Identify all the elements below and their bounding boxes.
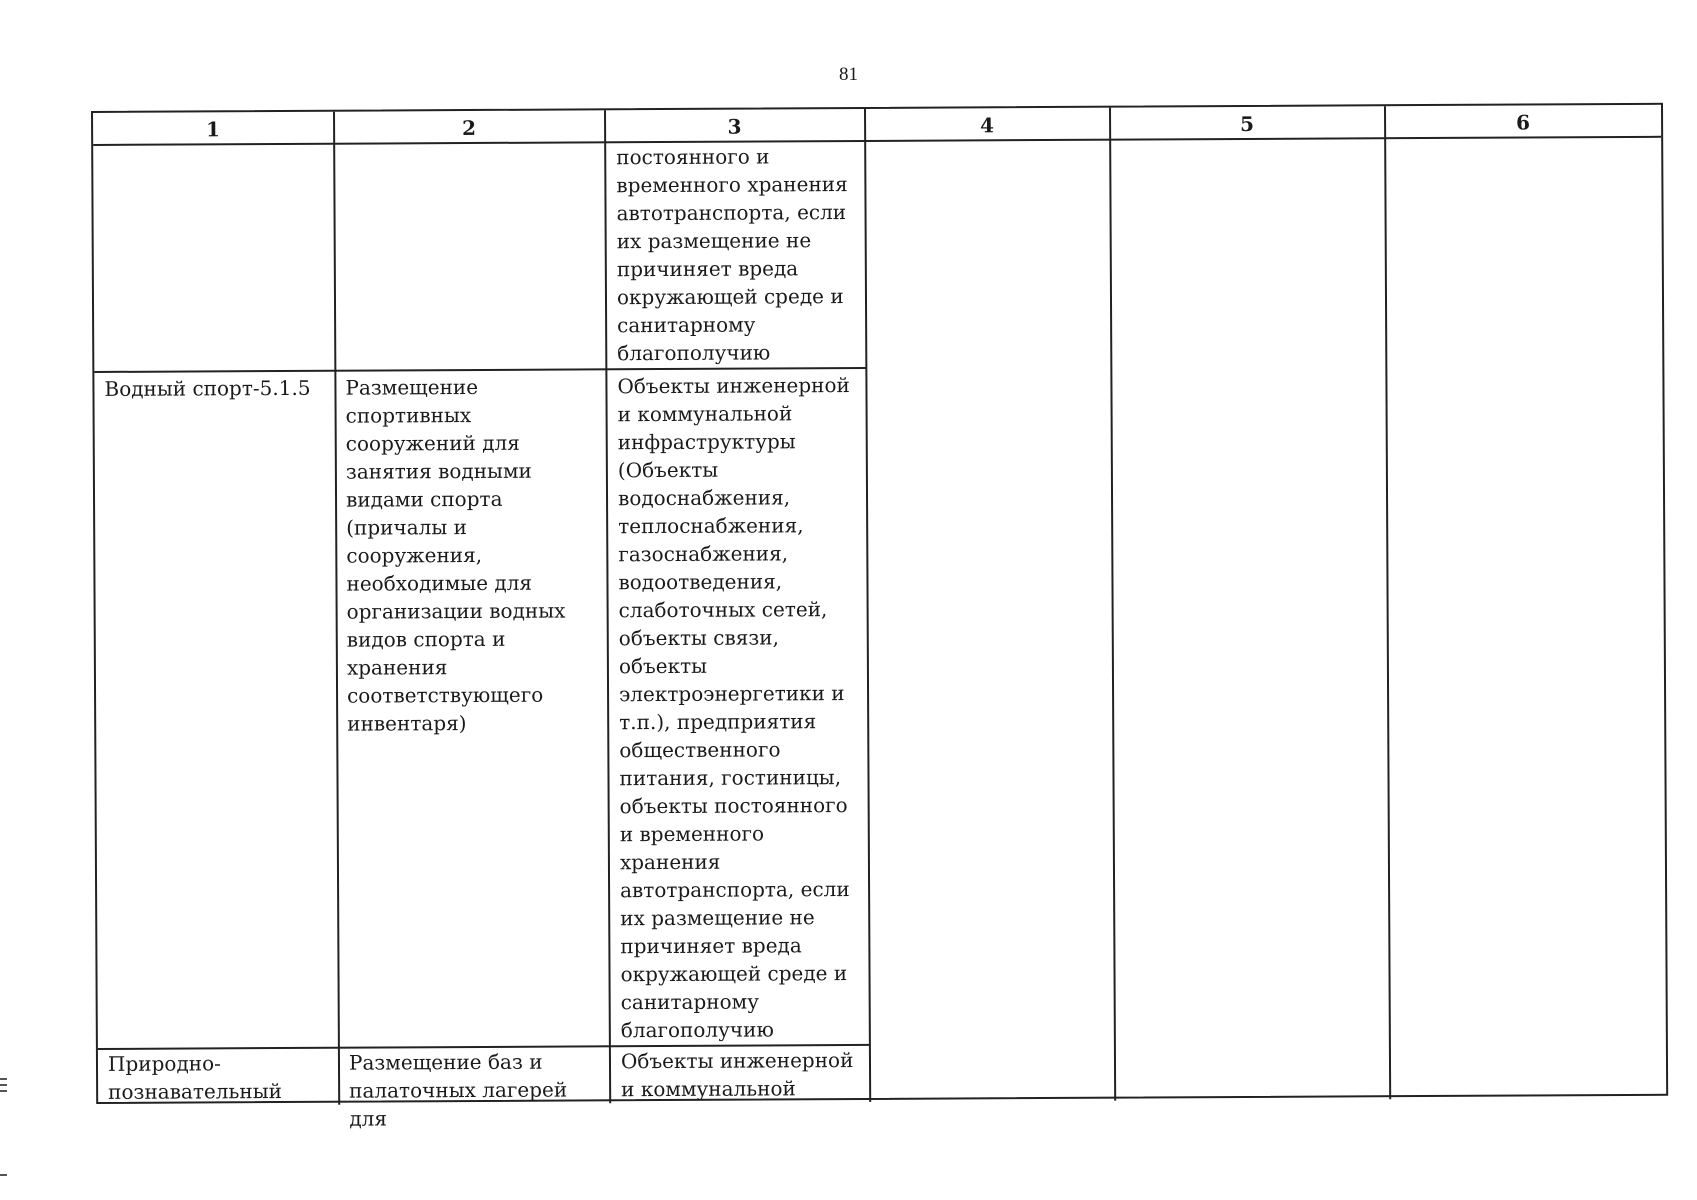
land-use-table <box>91 103 1668 1131</box>
row-2-col-1: Водный спорт-5.1.5 <box>104 375 311 401</box>
column-divider <box>604 110 611 1103</box>
row-3-col-3: Объекты инженерной и коммунальной <box>620 1048 854 1102</box>
header-col-6: 6 <box>1516 110 1531 135</box>
row-3-col-1: Природно- познавательный <box>107 1051 282 1104</box>
row-1-col-3: постоянного и временного хранения автотранспорта, если их размещение не причиняет вреда окружающей среде и санитарному благополучию <box>616 144 848 366</box>
row-3-col-2: Размещение баз и палаточных лагерей для <box>348 1049 568 1131</box>
row-2-col-2: Размещение спортивных сооружений для занятия водными видами спорта (причалы и сооружения, необходимые для организации водных видов спорта и хранения соответствующего инвентаря) <box>345 374 566 736</box>
scan-edge-mark <box>0 1090 7 1092</box>
scan-edge-mark <box>0 1084 7 1086</box>
scan-edge-mark <box>0 1174 7 1176</box>
header-col-3: 3 <box>727 114 742 139</box>
page-number: 81 <box>839 64 858 85</box>
header-col-1: 1 <box>206 117 221 142</box>
row-2-col-3: Объекты инженерной и коммунальной инфраструктуры (Объекты водоснабжения, теплоснабжения, газоснабжения, водоотведения, слаботочных сетей, объекты связи, объекты электроэнергетики и т.п.), предприятия общественного питания, гостиницы, объекты постоянного и временного хранения автотранспорта, если их размещение не причиняет вреда окружающей среде и санитарному благополучию <box>617 373 850 1043</box>
scan-edge-mark <box>0 1078 7 1080</box>
header-col-5: 5 <box>1240 111 1255 136</box>
column-divider <box>333 112 340 1105</box>
column-divider <box>1109 108 1116 1101</box>
header-col-4: 4 <box>980 113 995 138</box>
header-col-2: 2 <box>462 115 477 141</box>
column-divider <box>1384 106 1391 1099</box>
